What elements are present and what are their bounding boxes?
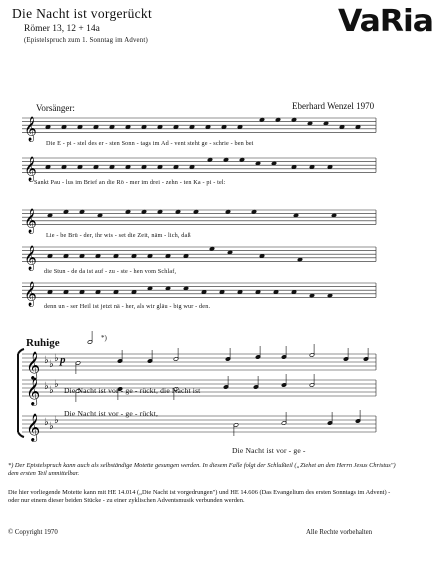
treble-clef-icon: 𝄞: [24, 116, 37, 142]
motet-lyric-voice-1: Die Nacht ist vor - ge - rückt, die Nacht ist: [64, 386, 201, 395]
treble-clef-icon: 𝄞: [26, 377, 41, 405]
chant-lyric-line-4: die Stun - de da ist auf - zu - ste - hen vom Schlaf,: [44, 268, 177, 275]
motet-lyric-voice-3: Die Nacht ist vor - ge -: [232, 446, 306, 455]
treble-clef-icon: 𝄞: [24, 245, 37, 271]
treble-clef-icon: 𝄞: [24, 281, 37, 307]
flat-sign-icon: ♭: [44, 381, 49, 392]
piece-title: Die Nacht ist vorgerückt: [12, 6, 153, 21]
performance-note: Die hier vorliegende Motette kann mit HE 14.014 („Die Nacht ist vorgedrungen") und HE 14.606 (Das Evangelium des ersten Sonntags im Advent) - oder nur einem dieser beiden Stücke - zu einer zyklischen Adventsmusik verbunden werden.: [8, 489, 391, 504]
chant-staff: [22, 158, 376, 172]
chant-lyric-line-3: Lie - be Brü - der, ihr wis - set die Zeit, näm - lich, daß: [46, 232, 191, 239]
chant-lyric-line-2: Sankt Pau - lus im Brief an die Rö - mer im drei - zehn - ten Ka - pi - tel:: [34, 179, 226, 186]
dynamic-marking: p: [60, 354, 66, 366]
chant-staff: [22, 283, 376, 297]
tempo-footnote-mark: *): [101, 334, 107, 342]
piece-subtitle: (Epistelspruch zum 1. Sonntag im Advent): [24, 37, 148, 44]
copyright-notice: © Copyright 1970: [8, 529, 58, 536]
choir-staff: [22, 354, 376, 370]
flat-sign-icon: ♭: [49, 385, 54, 396]
footnote: *) Der Epistelspruch kann auch als selbständige Motette gesungen werden. In diesem Falle folgt der Schlußteil („Ziehet an den Herrn Jesus Christus") dem ersten Teil unmittelbar.: [8, 462, 396, 477]
flat-sign-icon: ♭: [54, 415, 59, 426]
flat-sign-icon: ♭: [54, 353, 59, 364]
bible-reference: Römer 13, 12 + 14a: [24, 24, 100, 34]
composer-credit: Eberhard Wenzel 1970: [292, 101, 375, 111]
choir-staff: [22, 416, 376, 432]
chant-staff: [22, 118, 376, 132]
rights-notice: Alle Rechte vorbehalten: [306, 529, 373, 536]
tempo-marking: Ruhige: [26, 337, 60, 349]
treble-clef-icon: 𝄞: [26, 413, 41, 441]
flat-sign-icon: ♭: [44, 417, 49, 428]
chant-lyric-line-5: denn un - ser Heil ist jetzt nä - her, als wir gläu - big wur - den.: [44, 303, 211, 310]
flat-sign-icon: ♭: [54, 379, 59, 390]
treble-clef-icon: 𝄞: [26, 351, 41, 379]
treble-clef-icon: 𝄞: [24, 208, 37, 234]
chant-lyric-line-1: Die E - pi - stel des er - sten Sonn - tags im Ad - vent steht ge - schrie - ben bei: [46, 140, 254, 147]
precentor-label: Vorsänger:: [36, 103, 75, 113]
flat-sign-icon: ♭: [49, 359, 54, 370]
chant-staff: [22, 247, 376, 261]
chant-staff: [22, 210, 376, 224]
flat-sign-icon: ♭: [49, 421, 54, 432]
flat-sign-icon: ♭: [44, 355, 49, 366]
publisher-logo: VaRia: [338, 4, 433, 39]
treble-clef-icon: 𝄞: [24, 156, 37, 182]
motet-lyric-voice-2: Die Nacht ist vor - ge - rückt,: [64, 409, 159, 418]
